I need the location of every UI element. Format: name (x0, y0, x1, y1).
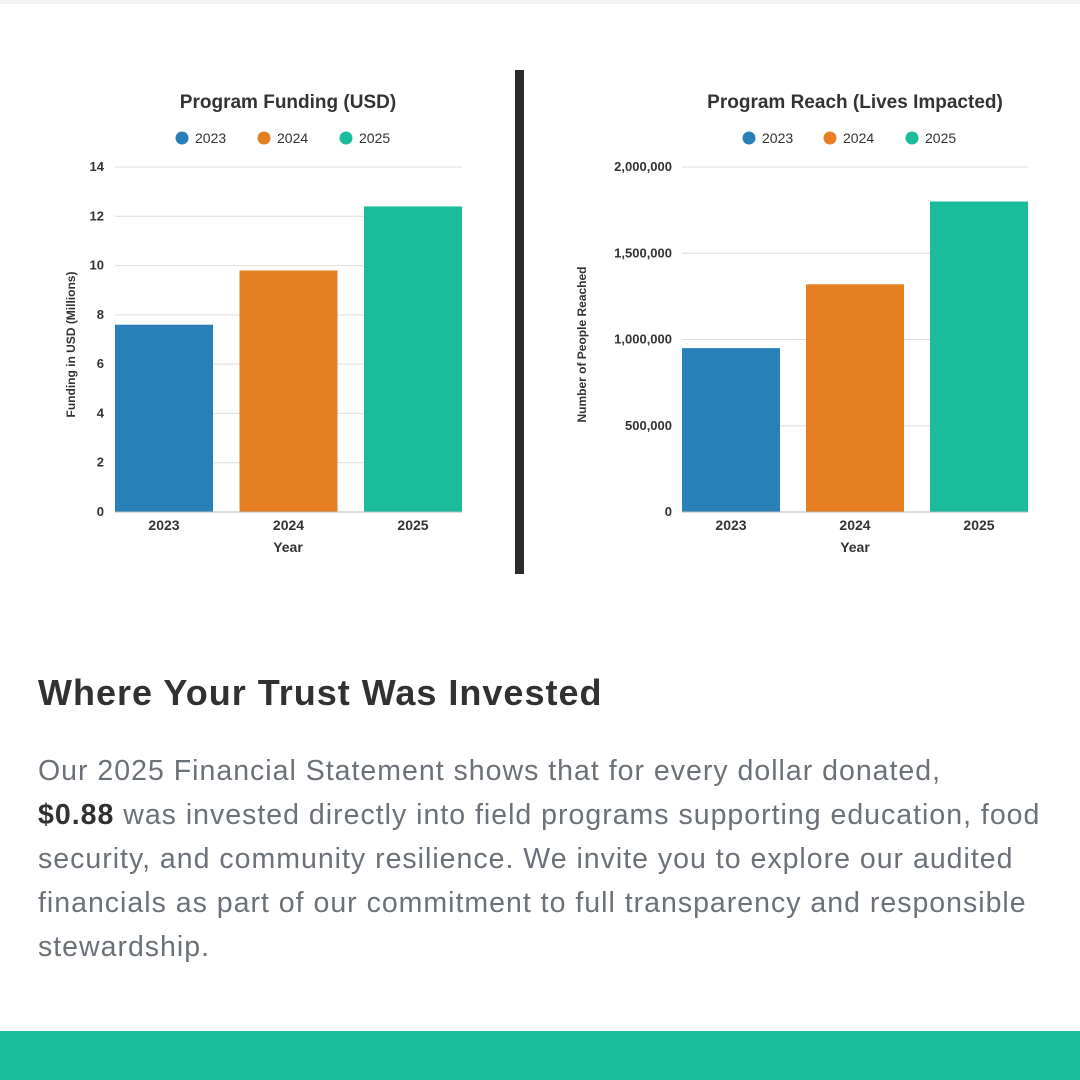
legend-label: 2024 (277, 130, 309, 146)
y-tick-label: 0 (96, 504, 104, 519)
highlight-amount: $0.88 (38, 799, 115, 831)
x-tick-label: 2023 (148, 517, 180, 533)
bar (682, 348, 780, 512)
y-tick-label: 0 (664, 504, 672, 519)
legend-swatch (743, 132, 756, 145)
x-tick-label: 2024 (272, 517, 305, 533)
chart-divider (515, 70, 524, 574)
legend-label: 2024 (843, 130, 875, 146)
y-tick-label: 4 (96, 405, 104, 421)
paragraph-rest: was invested directly into field programs supporting education, food security, and community resilience. We invite you to explore our audited financials as part of our commitment to full transparency and responsible stewardship. (38, 799, 1041, 963)
y-tick-label: 14 (89, 159, 104, 174)
bar (115, 325, 213, 512)
legend-swatch (340, 132, 353, 145)
chart-title: Program Reach (Lives Impacted) (707, 92, 1003, 113)
x-tick-label: 2025 (963, 517, 995, 533)
section-heading: Where Your Trust Was Invested (38, 672, 603, 713)
legend-label: 2023 (195, 130, 227, 146)
y-tick-label: 1,000,000 (614, 331, 672, 347)
y-tick-label: 500,000 (625, 417, 672, 433)
legend-swatch (906, 132, 919, 145)
legend-label: 2025 (359, 130, 391, 146)
y-tick-label: 2,000,000 (614, 159, 672, 174)
x-tick-label: 2023 (715, 517, 747, 533)
chart-2 (575, 92, 1028, 555)
x-tick-label: 2024 (839, 517, 871, 533)
legend-swatch (824, 132, 837, 145)
footer-bar (0, 1031, 1080, 1080)
y-axis-label: Funding in USD (Millions) (64, 271, 78, 418)
legend-label: 2025 (925, 130, 957, 146)
x-axis-label: Year (840, 539, 870, 555)
chart-title: Program Funding (USD) (179, 92, 397, 113)
y-tick-label: 12 (89, 208, 104, 224)
y-tick-label: 6 (96, 356, 104, 372)
chart-1 (64, 92, 462, 555)
bar (240, 271, 338, 513)
bar (930, 202, 1028, 513)
section-paragraph (38, 749, 1058, 969)
x-tick-label: 2025 (397, 517, 429, 533)
y-tick-label: 10 (89, 257, 104, 273)
y-tick-label: 1,500,000 (614, 245, 672, 261)
legend-label: 2023 (762, 130, 794, 146)
y-axis-label: Number of People Reached (575, 266, 589, 423)
paragraph-intro: Our 2025 Financial Statement shows that for every dollar donated, (38, 755, 942, 787)
x-axis-label: Year (273, 539, 303, 555)
y-tick-label: 8 (96, 306, 104, 322)
y-tick-label: 2 (96, 454, 104, 470)
bar (364, 206, 462, 512)
legend-swatch (176, 132, 189, 145)
bar (806, 284, 904, 512)
legend-swatch (258, 132, 271, 145)
